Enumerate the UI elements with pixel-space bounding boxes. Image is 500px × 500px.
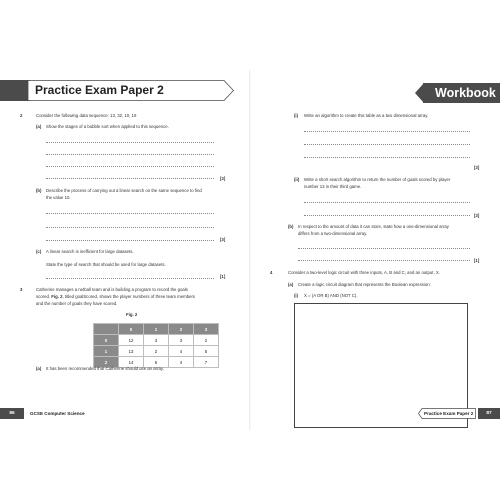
page-title: Practice Exam Paper 2 <box>35 83 164 97</box>
marks: [3] <box>474 165 480 170</box>
answer-line[interactable] <box>46 240 214 241</box>
part-text: Write a short search algorithm to return the number of goals scored by player <box>304 177 451 182</box>
question-number: 3 <box>20 287 23 292</box>
stem-text: scored. <box>36 294 51 299</box>
part-label: (i) <box>294 293 299 298</box>
column-header: 1 <box>144 324 169 335</box>
answer-line[interactable] <box>46 154 214 155</box>
part-text: It has been recommended that Catherine should use an array. <box>46 366 164 371</box>
row-header: 1 <box>94 346 119 357</box>
table-row <box>94 346 219 357</box>
column-header: 0 <box>119 324 144 335</box>
answer-line[interactable] <box>46 227 214 228</box>
table-cell: 3 <box>169 335 194 346</box>
stem-text: , titled goalScored, shows the player numbers of three team members <box>62 294 196 299</box>
table-cell: 14 <box>119 357 144 368</box>
answer-line[interactable] <box>304 131 470 132</box>
part-label: (b) <box>288 224 294 229</box>
question-stem <box>36 294 195 300</box>
table-cell: 5 <box>194 346 219 357</box>
row-header: 2 <box>94 357 119 368</box>
part-text: Describe the process of carrying out a linear search on the same sequence to find <box>46 188 202 193</box>
question-number: 2 <box>20 113 23 118</box>
header-tab <box>0 80 30 101</box>
part-text: differs from a two-dimensional array. <box>298 231 368 236</box>
question-stem: Consider a two-level logic circuit with three inputs, A, B and C, and an output, X. <box>288 270 440 275</box>
part-text: Create a logic circuit diagram that represents the Boolean expression: <box>298 282 431 287</box>
answer-line[interactable] <box>304 144 470 145</box>
table-cell: 2 <box>194 335 219 346</box>
figure-label: Fig. 2 <box>126 312 138 317</box>
page-number: 86 <box>0 408 24 419</box>
table-cell: 6 <box>144 357 169 368</box>
answer-line[interactable] <box>46 166 214 167</box>
table-cell: 12 <box>119 335 144 346</box>
answer-line[interactable] <box>298 248 470 249</box>
table-row <box>94 335 219 346</box>
banner-arrow-tip <box>415 83 424 103</box>
part-label: (b) <box>36 188 42 193</box>
table-cell: 3 <box>144 335 169 346</box>
part-text: X = (A OR B) AND (NOT C). <box>304 293 358 298</box>
table-corner-cell <box>94 324 119 335</box>
right-header-banner <box>423 83 500 103</box>
row-header: 0 <box>94 335 119 346</box>
marks: [1] <box>220 274 226 279</box>
figure-reference: Fig. 2 <box>51 294 63 299</box>
answer-line[interactable] <box>298 260 470 261</box>
part-label: (a) <box>36 366 42 371</box>
answer-line[interactable] <box>46 213 214 214</box>
marks: [3] <box>474 213 480 218</box>
workbook-title: Workbook <box>435 86 496 100</box>
table-cell: 13 <box>119 346 144 357</box>
footer-title: GCSE Computer Science <box>30 411 85 416</box>
answer-line[interactable] <box>46 142 214 143</box>
book-spine <box>249 70 251 430</box>
column-header: 2 <box>169 324 194 335</box>
part-text: Write an algorithm to create this table as a two dimensional array. <box>304 113 429 118</box>
left-header-banner <box>0 80 234 101</box>
question-stem: and the number of goals they have scored. <box>36 301 118 306</box>
part-text: Show the stages of a bubble sort when applied to this sequence. <box>46 124 169 129</box>
part-text: State the type of search that should be used for large datasets. <box>46 262 166 267</box>
table-cell: 4 <box>169 346 194 357</box>
column-header: 3 <box>194 324 219 335</box>
answer-line[interactable] <box>304 157 470 158</box>
footer-title: Practice Exam Paper 2 <box>424 411 474 416</box>
page-number: 87 <box>478 408 500 419</box>
answer-line[interactable] <box>46 278 214 279</box>
part-label: (ii) <box>294 177 300 182</box>
marks: [3] <box>220 176 226 181</box>
part-label: (a) <box>288 282 294 287</box>
marks: [3] <box>220 237 226 242</box>
part-label: (i) <box>294 113 299 118</box>
table-cell: 2 <box>144 346 169 357</box>
table-header-row <box>94 324 219 335</box>
part-text: In respect to the amount of data it can store, state how a one-dimensional array <box>298 224 449 229</box>
goal-scored-table <box>93 323 219 368</box>
part-text: number 13 in their third game. <box>304 184 362 189</box>
table-cell: 7 <box>194 357 219 368</box>
part-text: A linear search is inefficient for large datasets. <box>46 249 134 254</box>
answer-line[interactable] <box>304 215 470 216</box>
part-label: (c) <box>36 249 42 254</box>
answer-line[interactable] <box>304 202 470 203</box>
answer-line[interactable] <box>46 178 214 179</box>
question-stem: Consider the following data sequence: 13, 32, 10, 19 <box>36 113 137 118</box>
table-cell: 4 <box>169 357 194 368</box>
question-stem: Catherine manages a netball team and is building a program to record the goals <box>36 287 188 292</box>
part-text: the value 10. <box>46 195 71 200</box>
marks: [1] <box>474 258 480 263</box>
question-number: 4 <box>270 270 273 275</box>
part-label: (a) <box>36 124 42 129</box>
